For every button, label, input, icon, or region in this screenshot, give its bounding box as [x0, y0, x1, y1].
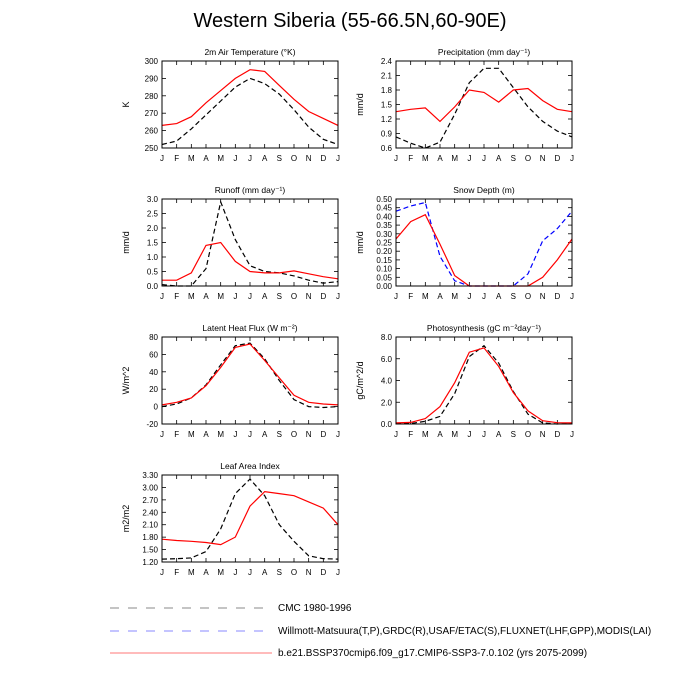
series-model — [162, 492, 338, 545]
y-tick-label: 0.9 — [380, 129, 392, 139]
panel-title: Photosynthesis (gC m⁻²day⁻¹) — [426, 323, 542, 333]
series-cmc — [162, 78, 338, 144]
y-axis-label: m2/m2 — [121, 504, 131, 533]
y-tick-label: 280 — [144, 91, 158, 101]
x-tick-label: M — [421, 154, 429, 163]
x-tick-label: J — [467, 154, 472, 163]
y-tick-label: 3.0 — [146, 195, 158, 204]
panel-4 — [355, 185, 574, 301]
x-tick-label: A — [495, 154, 502, 163]
y-tick-label: 1.20 — [142, 558, 158, 567]
panel-5 — [121, 323, 340, 439]
x-tick-label: D — [554, 430, 561, 439]
series-model — [162, 243, 338, 281]
y-tick-label: 0.00 — [376, 282, 392, 291]
x-tick-label: M — [217, 292, 225, 301]
plot-frame — [396, 61, 572, 148]
x-tick-label: O — [290, 292, 298, 301]
x-tick-label: A — [261, 154, 268, 163]
legend-label-obs: Willmott-Matsuura(T,P),GRDC(R),USAF/ETAC(S),FLUXNET(LHF,GPP),MODIS(LAI) — [278, 625, 652, 637]
x-tick-label: A — [203, 292, 209, 301]
panel-title: Leaf Area Index — [220, 461, 280, 471]
x-tick-label: N — [539, 154, 546, 163]
x-tick-label: N — [305, 292, 312, 301]
x-tick-label: F — [174, 292, 180, 301]
x-tick-label: F — [174, 430, 180, 439]
x-tick-label: M — [217, 568, 225, 577]
x-tick-label: D — [320, 568, 327, 577]
y-tick-label: 1.50 — [142, 545, 158, 555]
y-tick-label: 0.10 — [376, 264, 392, 274]
y-tick-label: 0.35 — [376, 221, 392, 231]
x-tick-label: O — [524, 430, 532, 439]
x-tick-label: J — [570, 154, 574, 163]
x-tick-label: J — [482, 430, 486, 439]
x-tick-label: O — [290, 430, 298, 439]
x-tick-label: F — [408, 154, 414, 163]
series-model — [162, 344, 338, 405]
y-tick-label: 250 — [144, 144, 158, 153]
legend-line-obs — [110, 629, 272, 633]
y-tick-label: 1.2 — [380, 115, 392, 124]
y-tick-label: 80 — [149, 333, 158, 342]
x-tick-label: O — [524, 292, 532, 301]
y-tick-label: 2.70 — [142, 495, 158, 505]
x-tick-label: A — [495, 292, 502, 301]
x-tick-label: J — [394, 154, 398, 163]
x-tick-label: A — [261, 292, 268, 301]
y-tick-label: 0.45 — [376, 203, 392, 213]
y-tick-label: 1.80 — [142, 533, 158, 543]
panel-3 — [121, 185, 340, 301]
panel-2 — [355, 47, 574, 163]
x-tick-label: A — [261, 430, 268, 439]
series-cmc — [162, 343, 338, 407]
x-tick-label: J — [248, 430, 252, 439]
y-tick-label: 2.5 — [146, 209, 158, 219]
y-tick-label: 0 — [153, 402, 158, 412]
panel-6 — [355, 323, 574, 439]
x-tick-label: M — [187, 430, 195, 439]
x-tick-label: J — [248, 154, 252, 163]
x-tick-label: D — [554, 154, 561, 163]
x-tick-label: M — [421, 430, 429, 439]
panel-1 — [121, 47, 340, 163]
series-cmc — [396, 346, 572, 424]
x-tick-label: S — [510, 154, 517, 163]
y-tick-label: 2.4 — [380, 57, 392, 66]
x-tick-label: O — [290, 568, 298, 577]
y-axis-label: mm/d — [121, 231, 131, 254]
series-cmc — [162, 479, 338, 559]
x-tick-label: N — [539, 292, 546, 301]
x-tick-label: A — [495, 430, 502, 439]
y-tick-label: 270 — [144, 109, 158, 119]
y-tick-label: 2.10 — [142, 520, 158, 530]
x-tick-label: J — [467, 430, 472, 439]
x-tick-label: A — [203, 154, 209, 163]
x-tick-label: J — [336, 154, 340, 163]
x-tick-label: N — [305, 568, 312, 577]
series-model — [162, 70, 338, 126]
y-tick-label: 290 — [144, 74, 158, 84]
x-tick-label: J — [233, 568, 238, 577]
x-tick-label: N — [305, 154, 312, 163]
x-tick-label: A — [261, 568, 268, 577]
x-tick-label: J — [248, 292, 252, 301]
x-tick-label: J — [570, 430, 574, 439]
legend-cmc — [110, 600, 351, 616]
x-tick-label: O — [290, 154, 298, 163]
x-tick-label: S — [510, 430, 517, 439]
x-tick-label: S — [276, 292, 283, 301]
series-model — [396, 215, 572, 286]
y-tick-label: 0.40 — [376, 212, 392, 222]
x-tick-label: M — [187, 568, 195, 577]
x-tick-label: A — [437, 292, 443, 301]
y-tick-label: 1.5 — [146, 238, 158, 248]
x-tick-label: M — [217, 430, 225, 439]
legend-label-model: b.e21.BSSP370cmip6.f09_g17.CMIP6-SSP3-7.0.102 (yrs 2075-2099) — [278, 647, 588, 659]
x-tick-label: M — [217, 154, 225, 163]
x-tick-label: S — [276, 568, 283, 577]
x-tick-label: A — [437, 430, 443, 439]
x-tick-label: J — [467, 292, 472, 301]
y-tick-label: 0.15 — [376, 255, 392, 265]
x-tick-label: N — [539, 430, 546, 439]
x-tick-label: A — [203, 568, 209, 577]
x-tick-label: A — [437, 154, 443, 163]
y-tick-label: 8.0 — [380, 333, 392, 342]
x-tick-label: D — [554, 292, 561, 301]
x-tick-label: J — [160, 568, 164, 577]
x-tick-label: J — [160, 154, 164, 163]
x-tick-label: M — [187, 154, 195, 163]
y-tick-label: 1.5 — [380, 100, 392, 110]
y-axis-label: gC/m^2/d — [355, 361, 365, 400]
y-tick-label: 2.0 — [146, 224, 158, 233]
y-tick-label: 300 — [144, 57, 158, 66]
y-tick-label: 60 — [149, 350, 158, 360]
legend-model — [110, 645, 587, 661]
x-tick-label: J — [336, 568, 340, 577]
y-tick-label: 6.0 — [380, 354, 392, 364]
y-tick-label: 4.0 — [380, 376, 392, 386]
y-tick-label: 2.0 — [380, 398, 392, 408]
panel-title: 2m Air Temperature (°K) — [204, 47, 296, 57]
y-tick-label: 0.6 — [380, 144, 392, 153]
y-tick-label: 0.30 — [376, 229, 392, 239]
plot-frame — [162, 61, 338, 148]
x-tick-label: J — [570, 292, 574, 301]
panel-7 — [121, 461, 340, 577]
figure-title: Western Siberia (55-66.5N,60-90E) — [193, 10, 507, 32]
x-tick-label: D — [320, 292, 327, 301]
y-tick-label: 1.0 — [146, 253, 158, 262]
panel-title: Latent Heat Flux (W m⁻²) — [202, 323, 298, 333]
plot-frame — [162, 475, 338, 562]
x-tick-label: S — [510, 292, 517, 301]
series-cmc — [162, 202, 338, 286]
panel-title: Snow Depth (m) — [453, 185, 515, 195]
y-tick-label: 0.0 — [380, 420, 392, 429]
y-tick-label: 3.30 — [142, 471, 158, 480]
y-axis-label: mm/d — [355, 231, 365, 254]
legend-line-cmc — [110, 606, 272, 610]
x-tick-label: M — [451, 154, 459, 163]
plot-frame — [396, 337, 572, 424]
x-tick-label: M — [187, 292, 195, 301]
y-tick-label: 2.40 — [142, 508, 158, 518]
x-tick-label: S — [276, 154, 283, 163]
x-tick-label: J — [248, 568, 252, 577]
y-tick-label: 40 — [149, 367, 158, 377]
y-tick-label: 0.20 — [376, 247, 392, 257]
panel-title: Precipitation (mm day⁻¹) — [437, 47, 531, 57]
panel-title: Runoff (mm day⁻¹) — [214, 185, 286, 195]
x-tick-label: J — [336, 292, 340, 301]
y-axis-label: K — [121, 101, 131, 108]
y-tick-label: 0.0 — [146, 282, 158, 291]
x-tick-label: J — [394, 430, 398, 439]
x-tick-label: M — [421, 292, 429, 301]
x-tick-label: O — [524, 154, 532, 163]
x-tick-label: J — [482, 154, 486, 163]
y-tick-label: 0.5 — [146, 267, 158, 277]
x-tick-label: J — [160, 430, 164, 439]
x-tick-label: J — [482, 292, 486, 301]
x-tick-label: N — [305, 430, 312, 439]
y-axis-label: mm/d — [355, 93, 365, 116]
x-tick-label: F — [174, 568, 180, 577]
x-tick-label: D — [320, 154, 327, 163]
x-tick-label: J — [233, 292, 238, 301]
x-tick-label: M — [451, 292, 459, 301]
x-tick-label: A — [203, 430, 209, 439]
x-tick-label: J — [233, 430, 238, 439]
x-tick-label: S — [276, 430, 283, 439]
x-tick-label: M — [451, 430, 459, 439]
y-tick-label: 0.25 — [376, 238, 392, 248]
x-tick-label: F — [408, 430, 414, 439]
y-tick-label: 2.1 — [380, 71, 392, 81]
series-model — [396, 348, 572, 423]
y-tick-label: 1.8 — [380, 86, 392, 95]
y-axis-label: W/m^2 — [121, 366, 131, 395]
legend-line-model — [110, 651, 272, 655]
legend-obs — [110, 623, 651, 639]
y-tick-label: 3.00 — [142, 483, 158, 493]
x-tick-label: J — [233, 154, 238, 163]
y-tick-label: 20 — [149, 385, 158, 395]
y-tick-label: 0.50 — [376, 195, 392, 204]
y-tick-label: 260 — [144, 126, 158, 136]
legend-label-cmc: CMC 1980-1996 — [278, 602, 352, 614]
x-tick-label: D — [320, 430, 327, 439]
x-tick-label: F — [174, 154, 180, 163]
x-tick-label: J — [160, 292, 164, 301]
plot-frame — [162, 337, 338, 424]
series-model — [396, 89, 572, 122]
plot-frame — [162, 199, 338, 286]
x-tick-label: J — [394, 292, 398, 301]
x-tick-label: F — [408, 292, 414, 301]
x-tick-label: J — [336, 430, 340, 439]
y-tick-label: 0.05 — [376, 273, 392, 283]
y-tick-label: -20 — [146, 420, 158, 429]
